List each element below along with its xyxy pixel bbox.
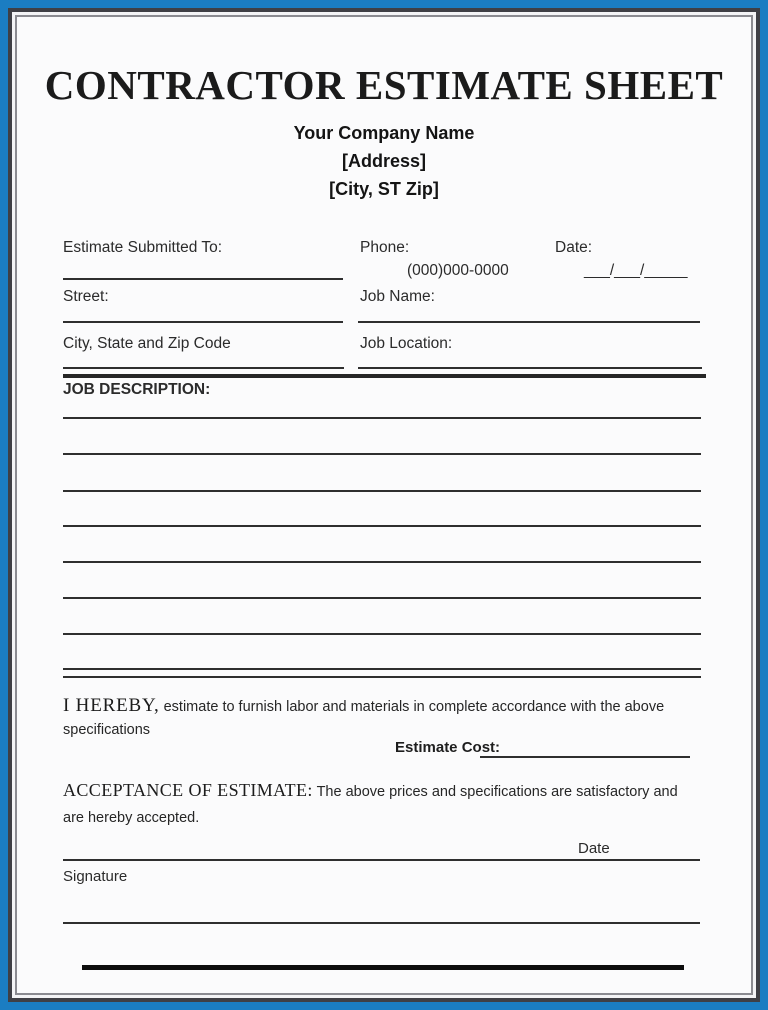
job-description-line[interactable] xyxy=(63,597,701,599)
document-page xyxy=(17,17,751,993)
estimate-cost-label: Estimate Cost: xyxy=(395,739,501,756)
page-border-gap xyxy=(12,12,756,998)
job-description-closing-rule-bottom xyxy=(63,676,701,678)
job-description-line[interactable] xyxy=(63,561,701,563)
phone-value[interactable]: (000)000-0000 xyxy=(407,262,509,279)
job-description-line[interactable] xyxy=(63,525,701,527)
acceptance-statement xyxy=(63,777,703,831)
street-label: Street: xyxy=(63,288,109,305)
page-border-gray xyxy=(15,15,753,995)
city-state-zip-field[interactable] xyxy=(63,367,344,369)
acceptance-lead: ACCEPTANCE OF ESTIMATE: xyxy=(63,780,313,800)
signature-date-label: Date xyxy=(578,840,610,857)
date-label: Date: xyxy=(555,239,593,256)
company-block xyxy=(17,119,751,203)
page-title: CONTRACTOR ESTIMATE SHEET xyxy=(44,62,724,108)
signature-label: Signature xyxy=(63,868,128,885)
acceptance-line1: The above prices and specifications are satisfactory and xyxy=(316,784,678,800)
job-name-label: Job Name: xyxy=(360,288,435,305)
city-state-zip-label: City, State and Zip Code xyxy=(63,335,231,352)
job-description-line[interactable] xyxy=(63,490,701,492)
job-description-label: JOB DESCRIPTION: xyxy=(63,381,211,398)
street-field[interactable] xyxy=(63,321,343,323)
date-field[interactable]: ___/___/_____ xyxy=(584,262,688,279)
page-border-dark xyxy=(8,8,760,1002)
estimate-cost-field[interactable] xyxy=(480,756,690,758)
acceptance-line2: are hereby accepted. xyxy=(63,810,200,826)
job-location-label: Job Location: xyxy=(360,335,453,352)
company-name: Your Company Name xyxy=(293,123,475,143)
company-address: [Address] xyxy=(341,151,426,171)
job-name-field[interactable] xyxy=(358,321,700,323)
section-divider-rule xyxy=(63,374,706,378)
hereby-lead: I HEREBY, xyxy=(63,695,160,716)
hereby-line1: estimate to furnish labor and materials in complete accordance with the above xyxy=(163,699,665,715)
job-location-field[interactable] xyxy=(358,367,702,369)
bottom-closing-bar xyxy=(82,965,684,970)
hereby-line2: specifications xyxy=(63,722,151,738)
job-description-line[interactable] xyxy=(63,417,701,419)
estimate-submitted-to-field[interactable] xyxy=(63,278,343,280)
company-city-state-zip: [City, ST Zip] xyxy=(329,179,439,199)
phone-label: Phone: xyxy=(360,239,410,256)
estimate-statement xyxy=(63,694,683,742)
second-signature-line[interactable] xyxy=(63,922,700,924)
estimate-submitted-to-label: Estimate Submitted To: xyxy=(63,239,223,256)
job-description-line[interactable] xyxy=(63,453,701,455)
signature-line[interactable] xyxy=(63,859,700,861)
job-description-line[interactable] xyxy=(63,633,701,635)
job-description-closing-rule-top xyxy=(63,668,701,670)
